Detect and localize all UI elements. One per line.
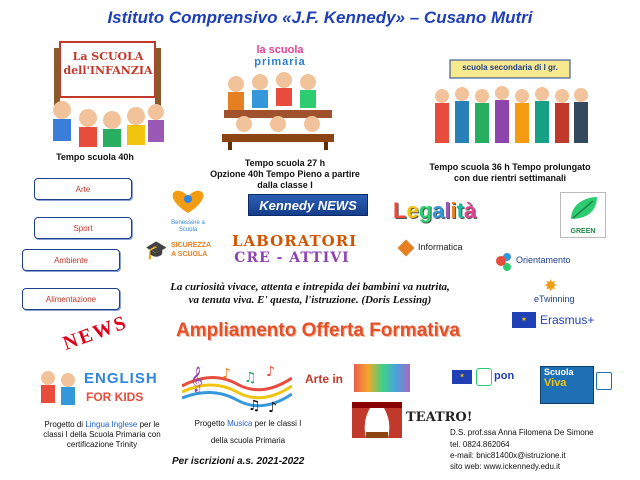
legalita-letter: l bbox=[444, 198, 451, 223]
benessere-logo bbox=[162, 187, 214, 233]
sidebar-item-sport[interactable] bbox=[34, 217, 132, 239]
legalita-letter: à bbox=[463, 198, 477, 223]
svg-text:♪: ♪ bbox=[222, 366, 231, 382]
sidebar-item-arte[interactable] bbox=[34, 178, 132, 200]
legalita-letter: L bbox=[393, 198, 407, 223]
sidebar-item-label: Ambiente bbox=[54, 255, 88, 265]
quote-line1: La curiosità vivace, attenta e intrepida dei bambini va nutrita, bbox=[170, 281, 450, 293]
scuola-viva-line1: Scuola bbox=[544, 367, 574, 377]
eu-flag-icon: ✶ bbox=[512, 312, 536, 328]
laboratori-line2: CRE - ATTIVI bbox=[234, 250, 350, 266]
green-logo bbox=[560, 192, 606, 238]
heart-icon bbox=[162, 187, 214, 215]
sicurezza-line1: SICUREZZA bbox=[171, 242, 212, 249]
english-line2: FOR KIDS bbox=[86, 390, 144, 404]
etwinning-logo bbox=[530, 278, 590, 308]
music-notes-illustration bbox=[182, 356, 292, 416]
graduation-cap-icon: 🎓 bbox=[145, 240, 168, 260]
legalita-letter: a bbox=[432, 198, 445, 223]
progetto-musica-highlight: Musica bbox=[227, 419, 253, 428]
progetto-musica-pre: Progetto bbox=[194, 419, 228, 428]
page-title: Istituto Comprensivo «J.F. Kennedy» – Cusano Mutri bbox=[107, 8, 533, 27]
progetto-inglese-post: per le classi I della Scuola Primaria con certificazione Trinity bbox=[43, 420, 161, 449]
curtain-icon bbox=[352, 402, 402, 438]
english-line1: ENGLISH bbox=[84, 370, 158, 387]
contact-web: sito web: www.ickennedy.edu.it bbox=[450, 462, 561, 471]
laboratori-line1: LABORATORI bbox=[232, 232, 358, 250]
progetto-inglese-caption bbox=[34, 420, 170, 450]
svg-text:𝄞: 𝄞 bbox=[190, 367, 204, 392]
campania-emblem-icon bbox=[596, 372, 612, 390]
erasmus-label: Erasmus+ bbox=[540, 313, 595, 327]
progetto-inglese-pre: Progetto di bbox=[44, 420, 86, 429]
green-label: GREEN bbox=[570, 228, 596, 235]
svg-text:♪: ♪ bbox=[268, 400, 277, 416]
svg-text:♫: ♫ bbox=[248, 398, 261, 414]
sidebar-item-label: Sport bbox=[73, 223, 93, 233]
legalita-letter: i bbox=[450, 198, 457, 223]
theatre-illustration bbox=[352, 402, 402, 438]
legalita-logo bbox=[393, 198, 533, 228]
news-stamp: NEWS bbox=[60, 311, 131, 355]
arte-in-label: Arte in bbox=[305, 372, 344, 386]
primaria-sign-line1: la scuola bbox=[256, 44, 304, 56]
eu-logo: ✶ bbox=[452, 370, 472, 384]
kids-icon bbox=[34, 364, 84, 414]
benessere-label: Benessere a Scuola bbox=[171, 220, 205, 233]
etwinning-star-icon: ✸ bbox=[544, 278, 558, 295]
progetto-musica-post: per le classi I bbox=[252, 419, 302, 428]
progetto-inglese-highlight: Lingua Inglese bbox=[85, 420, 138, 429]
orientamento-label: Orientamento bbox=[516, 255, 571, 265]
progetto-musica-line2: della scuola Primaria bbox=[210, 436, 286, 445]
contact-tel: tel. 0824.862064 bbox=[450, 440, 510, 449]
primaria-sign-line2: primaria bbox=[254, 56, 306, 68]
primaria-caption-line3: dalla classe I bbox=[257, 180, 313, 190]
kennedy-news-banner bbox=[248, 194, 368, 216]
erasmus-logo bbox=[512, 312, 612, 330]
informatica-logo bbox=[400, 242, 480, 258]
progetto-musica-caption bbox=[186, 419, 310, 429]
orientamento-logo bbox=[496, 254, 576, 270]
art-mosaic-image bbox=[354, 364, 410, 392]
code-icon bbox=[398, 240, 415, 257]
sidebar-item-label: Alimentazione bbox=[45, 294, 97, 304]
sicurezza-line2: A SCUOLA bbox=[171, 251, 208, 258]
teatro-label: TEATRO! bbox=[406, 410, 473, 425]
sidebar-item-alimentazione[interactable] bbox=[22, 288, 120, 310]
leaf-icon bbox=[561, 193, 605, 223]
legalita-letter: g bbox=[418, 198, 433, 223]
sidebar-item-label: Arte bbox=[75, 184, 91, 194]
aof-title: Ampliamento Offerta Formativa bbox=[176, 320, 460, 341]
primaria-caption-line1: Tempo scuola 27 h bbox=[244, 158, 326, 168]
contact-ds: D.S. prof.ssa Anna Filomena De Simone bbox=[450, 428, 594, 437]
pon-label: pon bbox=[494, 370, 515, 382]
secondaria-caption-line2: con due rientri settimanali bbox=[453, 173, 567, 183]
infanzia-caption: Tempo scuola 40h bbox=[56, 152, 134, 162]
kennedy-news-label: Kennedy NEWS bbox=[259, 197, 357, 213]
etwinning-label: eTwinning bbox=[534, 294, 575, 304]
svg-text:♪: ♪ bbox=[266, 364, 275, 380]
legalita-letter: e bbox=[406, 198, 419, 223]
svg-text:♫: ♫ bbox=[244, 370, 257, 386]
iscrizioni-label: Per iscrizioni a.s. 2021-2022 bbox=[172, 456, 305, 467]
english-for-kids-logo bbox=[34, 364, 168, 416]
legalita-letter: t bbox=[456, 198, 464, 223]
sidebar-item-ambiente[interactable] bbox=[22, 249, 120, 271]
primaria-caption-line2: Opzione 40h Tempo Pieno a partire bbox=[210, 169, 360, 179]
scuola-viva-logo bbox=[540, 366, 594, 404]
scuola-viva-line2: Viva bbox=[544, 377, 567, 389]
secondaria-caption-line1: Tempo scuola 36 h Tempo prolungato bbox=[429, 162, 591, 172]
sicurezza-logo bbox=[145, 240, 225, 264]
compass-icon bbox=[496, 256, 506, 266]
quote-line2: va tenuta viva. E' questa, l'istruzione. (Doris Lessing) bbox=[188, 294, 432, 306]
pon-logo bbox=[494, 366, 534, 386]
secondaria-sign: scuola secondaria di I gr. bbox=[462, 63, 558, 72]
italy-emblem-icon bbox=[476, 368, 492, 386]
contact-email: e-mail: bnic81400x@istruzione.it bbox=[450, 451, 566, 460]
informatica-label: Informatica bbox=[418, 242, 463, 252]
infanzia-sign: La SCUOLA dell'INFANZIA bbox=[63, 50, 153, 77]
